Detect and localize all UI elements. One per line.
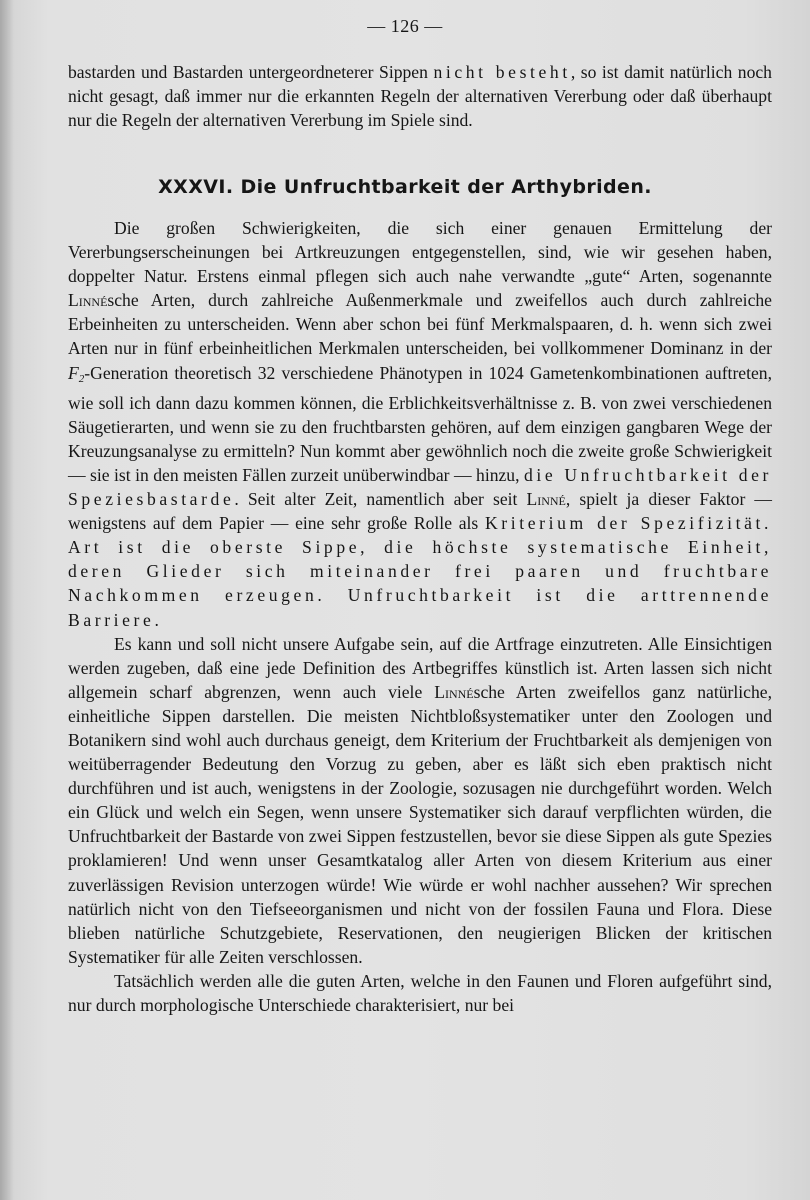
p1-author-name-2: Linné [526, 489, 566, 510]
p1-emphasis-2: Kriterium der Spezifizität. Art ist die oberste Sippe, die höchste systematische Einheit, deren Glieder sich miteinander frei paaren und fruchtbare Nachkommen erzeugen. Unfruchtbarkeit ist die arttrennende Barriere [68, 513, 772, 630]
p2-author-name: Linné [434, 681, 474, 702]
section-heading: XXXVI. Die Unfruchtbarkeit der Arthybriden. [158, 176, 652, 198]
paragraph-2 [68, 632, 772, 969]
generation-symbol [68, 363, 84, 383]
p1-text-4: . Seit alter Zeit, namentlich aber seit [234, 489, 527, 510]
p1-text-3: -Generation theoretisch 32 verschiedene Phänotypen in 1024 Gametenkombinationen auftreten, wie soll ich dann dazu kommen können, die Erblichkeitsverhältnisse z. B. von zwei verschiedenen Säugetierarten, und wenn sie zu den fruchtbarsten gehören, auf dem einzigen gangbaren Wege der Kreuzungsanalyse zu ermitteln? Nun kommt aber gewöhnlich noch die zweite große Schwierigkeit — sie ist in den meisten Fällen zurzeit unüberwindbar — hinzu, [68, 362, 772, 485]
intro-text-2: , so ist damit natürlich noch nicht gesagt, daß immer nur die erkannten Regeln der alternativen Vererbung oder daß überhaupt nur die Regeln der alternativen Vererbung im Spiele sind. [68, 62, 772, 131]
p1-emphasis-1: die Unfruchtbarkeit der Speziesbastarde [68, 464, 772, 510]
intro-emphasis: nicht besteht [433, 62, 571, 82]
continued-paragraph [68, 60, 772, 132]
p1-text-5: , spielt ja dieser Faktor — wenigstens auf dem Papier — eine sehr große Rolle als [68, 489, 772, 534]
p1-author-name: Linné [68, 290, 108, 311]
p1-text-2: sche Arten, durch zahlreiche Außenmerkmale und zweifellos auch durch zahlreiche Erbeinheiten zu unterscheiden. Wenn aber schon bei fünf Merkmalspaaren, d. h. wenn sich zwei Arten nur in fünf erbeinheitlichen Merkmalen unterscheiden, bei vollkommener Dominanz in der [68, 290, 772, 359]
page-number: — 126 — [367, 16, 443, 36]
paragraph-3: Tatsächlich werden alle die guten Arten, welche in den Faunen und Floren aufgeführt sind, nur durch morphologische Unterschiede charakterisiert, nur bei [68, 970, 772, 1015]
p1-text-6: . [154, 609, 159, 630]
p1-text-1: Die großen Schwierigkeiten, die sich einer genauen Ermittelung der Vererbungserscheinungen bei Artkreuzungen entgegenstellen, sind, wie wir gesehen haben, doppelter Natur. Erstens einmal pflegen sich auch nahe verwandte „gute“ Arten, sogenannte [68, 218, 772, 287]
p2-text-2: sche Arten zweifellos ganz natürliche, einheitliche Sippen darstellen. Die meisten Nichtbloßsystematiker unter den Zoologen und Botanikern sind wohl auch durchaus geneigt, dem Kriterium der Fruchtbarkeit als demjenigen von weitüberragender Bedeutung den Vorzug zu geben, aber es läßt sich eben praktisch nicht durchführen und ist auch, wenigstens in der Zoologie, sozusagen nie durchgeführt worden. Welch ein Glück und welch ein Segen, wenn unsere Systematiker sich darauf verpflichten würden, die Unfruchtbarkeit der Bastarde von zwei Sippen festzustellen, bevor sie diese Sippen als gute Spezies proklamieren! Und wenn unser Gesamtkatalog aller Arten von diesem Kriterium aus einer zuverlässigen Revision unterzogen würde! Wie würde er wohl nachher aussehen? Wir sprechen natürlich nicht von den Tiefseeorganismen und nicht von der fossilen Fauna und Flora. Diese blieben natürliche Schutzgebiete, Reservationen, den neugierigen Blicken der kritischen Systematiker für alle Zeiten verschlossen. [68, 681, 772, 967]
intro-text-1: bastarden und Bastarden untergeordneterer Sippen [68, 62, 434, 82]
generation-letter: F [68, 362, 79, 383]
p2-text-1: Es kann und soll nicht unsere Aufgabe sein, auf die Artfrage einzutreten. Alle Einsichtigen werden zugeben, daß eine jede Definition des Artbegriffes künstlich ist. Arten lassen sich nicht allgemein scharf abgrenzen, wenn auch viele [68, 633, 772, 702]
section-body [68, 216, 772, 1017]
paragraph-1 [68, 216, 772, 632]
generation-subscript: 2 [78, 372, 85, 385]
